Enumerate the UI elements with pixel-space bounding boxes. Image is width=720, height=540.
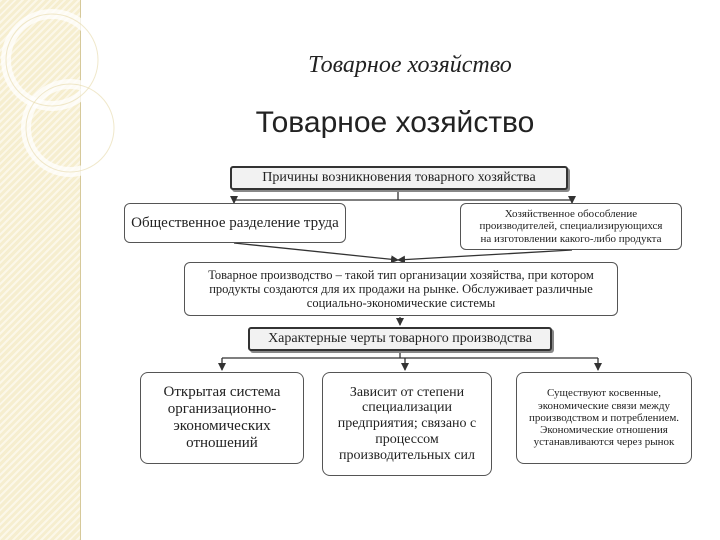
cause-division-of-labor-box <box>124 203 346 243</box>
causes-header-box <box>230 166 568 190</box>
feature-indirect-links-label: Существуют косвенные, экономические связи между производством и потреблением. Экономические отношения устанавливаются через рынок <box>528 387 680 449</box>
features-header-label: Характерные черты товарного производства <box>268 331 532 347</box>
cause-isolation-label: Хозяйственное обособление производителей, специализирующихся на изготовлении какого-либо продукта <box>479 208 663 245</box>
slide-title: Товарное хозяйство <box>308 52 512 78</box>
definition-label: Товарное производство – такой тип организации хозяйства, при котором продукты создаются для их продажи на рынке. Обслуживает различные социально-экономические системы <box>208 268 594 310</box>
features-header-box <box>248 327 552 351</box>
feature-indirect-links-box <box>516 372 692 464</box>
causes-header-label: Причины возникновения товарного хозяйства <box>262 170 536 186</box>
definition-box <box>184 262 618 316</box>
diagram-title: Товарное хозяйство <box>255 106 535 139</box>
feature-open-system-label: Открытая система организационно- экономических отношений <box>163 384 281 451</box>
cause-division-of-labor-label: Общественное разделение труда <box>131 214 339 231</box>
feature-specialization-box <box>322 372 492 476</box>
cause-isolation-box <box>460 203 682 250</box>
feature-specialization-label: Зависит от степени специализации предприятия; связано с процессом производительных сил <box>337 384 477 463</box>
feature-open-system-box <box>140 372 304 464</box>
